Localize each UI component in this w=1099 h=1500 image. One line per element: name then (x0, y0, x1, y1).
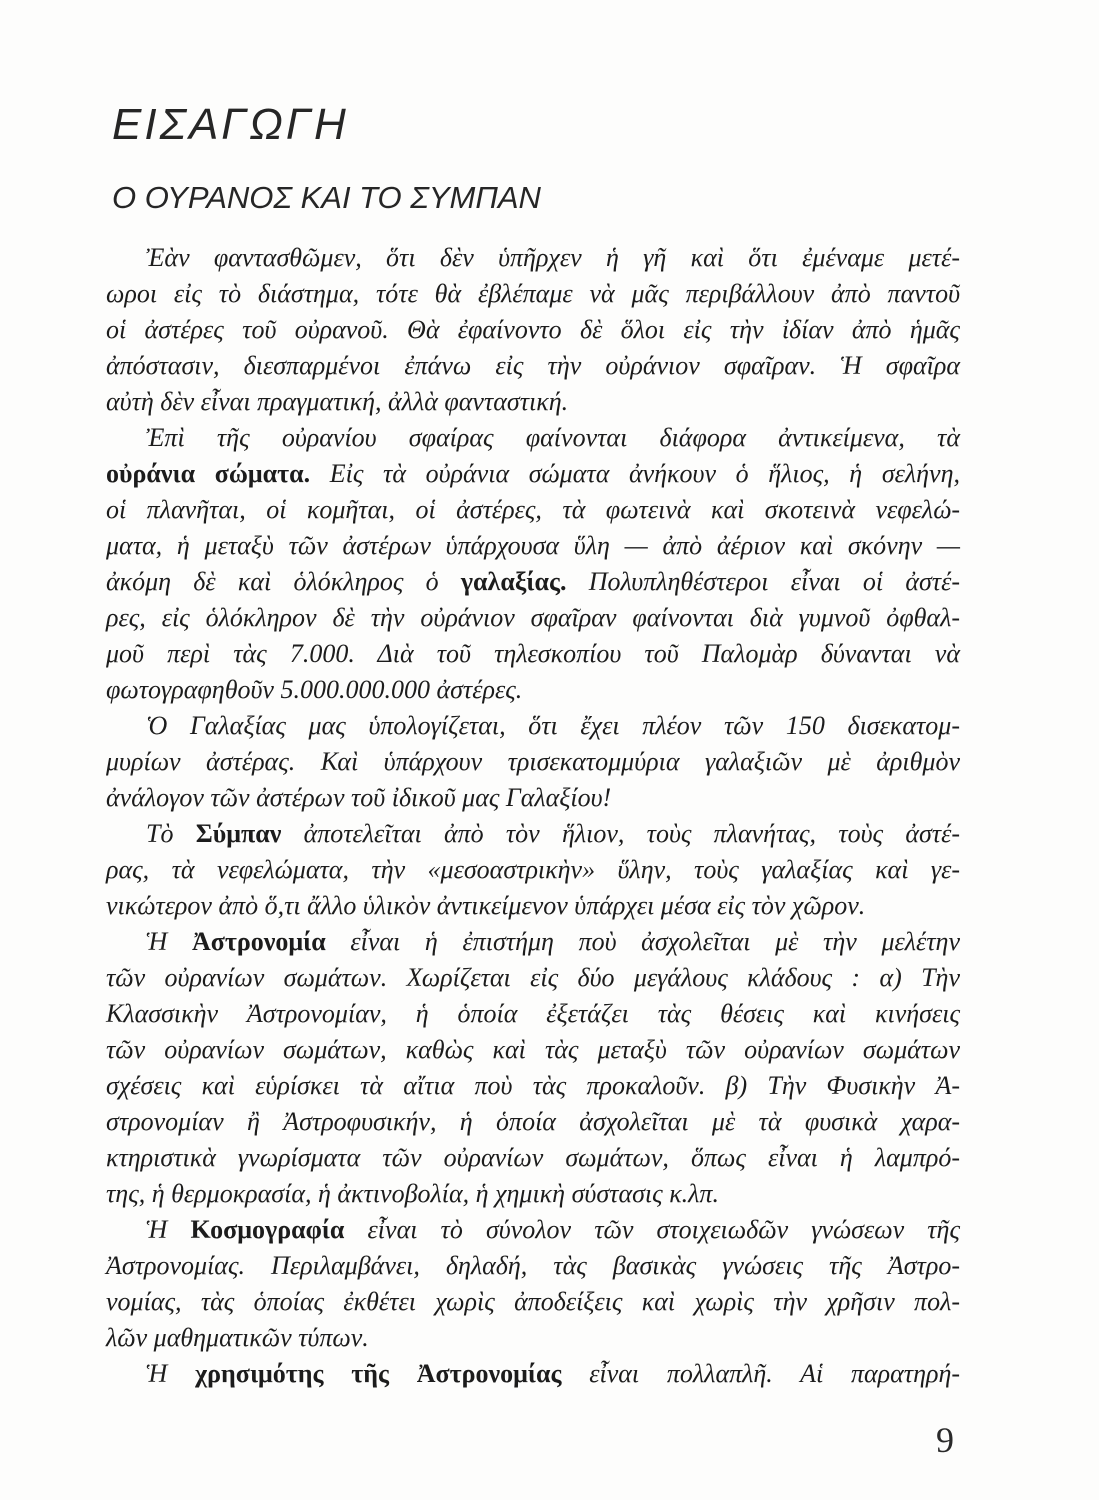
text-line (106, 1248, 960, 1284)
text-run: φωτογραφηθοῦν 5.000.000.000 ἀστέρες. (106, 675, 523, 704)
text-line (106, 1356, 960, 1392)
text-line (106, 456, 960, 492)
text-line (106, 672, 960, 708)
bold-term: Σύμπαν (195, 819, 282, 848)
text-run: νομίας, τὰς ὁποίας ἐκθέτει χωρὶς ἀποδείξεις καὶ χωρὶς τὴν χρῆσιν πολ- (106, 1287, 960, 1316)
text-line (106, 780, 960, 816)
text-line (106, 348, 960, 384)
text-line (106, 996, 960, 1032)
text-run: Ἡ (146, 927, 192, 956)
text-run: μοῦ περὶ τὰς 7.000. Διὰ τοῦ τηλεσκοπίου τοῦ Παλομὰρ δύνανται νὰ (106, 639, 960, 668)
text-run: ἀποτελεῖται ἀπὸ τὸν ἥλιον, τοὺς πλανήτας, τοὺς ἀστέ- (281, 819, 961, 848)
text-line (106, 852, 960, 888)
bold-term: γαλαξίας. (460, 567, 567, 596)
text-line (106, 1104, 960, 1140)
text-run: τῶν οὐρανίων σωμάτων, καθὼς καὶ τὰς μεταξὺ τῶν οὐρανίων σωμάτων (106, 1035, 960, 1064)
text-line (106, 1068, 960, 1104)
text-line (106, 1032, 960, 1068)
text-line (106, 312, 960, 348)
text-line (106, 276, 960, 312)
text-line (106, 528, 960, 564)
text-line (106, 960, 960, 996)
text-line (106, 708, 960, 744)
bold-term: χρησιμότης τῆς Ἀστρονομίας (195, 1359, 562, 1388)
text-run: οἱ ἀστέρες τοῦ οὐρανοῦ. Θὰ ἐφαίνοντο δὲ ὅλοι εἰς τὴν ἰδίαν ἀπὸ ἡμᾶς (106, 315, 960, 344)
text-line (106, 744, 960, 780)
bold-term: οὐράνια σώματα. (106, 459, 311, 488)
text-run: τῶν οὐρανίων σωμάτων. Χωρίζεται εἰς δύο μεγάλους κλάδους : α) Τὴν (106, 963, 960, 992)
paragraph (106, 1356, 960, 1392)
text-run: Κλασσικὴν Ἀστρονομίαν, ἡ ὁποία ἐξετάζει τὰς θέσεις καὶ κινήσεις (106, 999, 960, 1028)
text-run: Ἐπὶ τῆς οὐρανίου σφαίρας φαίνονται διάφορα ἀντικείμενα, τὰ (146, 423, 960, 452)
text-run: Ἡ (146, 1359, 196, 1388)
text-line (106, 924, 960, 960)
paragraph (106, 708, 960, 816)
text-run: ωροι εἰς τὸ διάστημα, τότε θὰ ἐβλέπαμε νὰ μᾶς περιβάλλουν ἀπὸ παντοῦ (106, 279, 960, 308)
text-run: Πολυπληθέστεροι εἶναι οἱ ἀστέ- (566, 567, 960, 596)
text-run: οἱ πλανῆται, οἱ κομῆται, οἱ ἀστέρες, τὰ φωτεινὰ καὶ σκοτεινὰ νεφελώ- (106, 495, 960, 524)
text-run: ἀκόμη δὲ καὶ ὁλόκληρος ὁ (106, 567, 461, 596)
text-run: Ἐὰν φαντασθῶμεν, ὅτι δὲν ὑπῆρχεν ἡ γῆ καὶ ὅτι ἐμέναμε μετέ- (146, 243, 960, 272)
text-run: εἶναι τὸ σύνολον τῶν στοιχειωδῶν γνώσεων τῆς (344, 1215, 960, 1244)
text-line (106, 1212, 960, 1248)
text-run: σχέσεις καὶ εὑρίσκει τὰ αἴτια ποὺ τὰς προκαλοῦν. β) Τὴν Φυσικὴν Ἀ- (106, 1071, 960, 1100)
text-run: εἶναι ἡ ἐπιστήμη ποὺ ἀσχολεῖται μὲ τὴν μελέτην (325, 927, 960, 956)
text-run: αὐτὴ δὲν εἶναι πραγματική, ἀλλὰ φανταστική. (106, 387, 569, 416)
text-run: εἶναι πολλαπλῆ. Αἱ παρατηρή- (561, 1359, 961, 1388)
text-run: Εἰς τὰ οὐράνια σώματα ἀνήκουν ὁ ἥλιος, ἡ σελήνη, (310, 459, 960, 488)
text-line (106, 240, 960, 276)
text-line (106, 384, 960, 420)
text-line (106, 492, 960, 528)
text-line (106, 816, 960, 852)
text-run: ἀπόστασιν, διεσπαρμένοι ἐπάνω εἰς τὴν οὐράνιον σφαῖραν. Ἡ σφαῖρα (106, 351, 960, 380)
text-line (106, 1320, 960, 1356)
text-line (106, 564, 960, 600)
section-title: Ο ΟΥΡΑΝΟΣ ΚΑΙ ΤΟ ΣΥΜΠΑΝ (112, 180, 541, 215)
text-run: Ἡ (146, 1215, 191, 1244)
text-line (106, 1176, 960, 1212)
text-line (106, 420, 960, 456)
page-heading: ΕΙΣΑΓΩΓΗ (112, 100, 349, 149)
body-text (106, 240, 960, 1392)
paragraph (106, 924, 960, 1212)
text-line (106, 636, 960, 672)
text-run: λῶν μαθηματικῶν τύπων. (106, 1323, 369, 1352)
paragraph (106, 240, 960, 420)
text-run: Ἀστρονομίας. Περιλαμβάνει, δηλαδή, τὰς βασικὰς γνώσεις τῆς Ἀστρο- (106, 1251, 960, 1280)
bold-term: Ἀστρονομία (191, 927, 326, 956)
paragraph (106, 420, 960, 708)
text-run: μυρίων ἀστέρας. Καὶ ὑπάρχουν τρισεκατομμύρια γαλαξιῶν μὲ ἀριθμὸν (106, 747, 960, 776)
text-run: ρες, εἰς ὁλόκληρον δὲ τὴν οὐράνιον σφαῖραν φαίνονται διὰ γυμνοῦ ὀφθαλ- (106, 603, 960, 632)
bold-term: Κοσμογραφία (190, 1215, 345, 1244)
paragraph (106, 1212, 960, 1356)
text-line (106, 600, 960, 636)
text-run: της, ἡ θερμοκρασία, ἡ ἀκτινοβολία, ἡ χημικὴ σύστασις κ.λπ. (106, 1179, 719, 1208)
paragraph (106, 816, 960, 924)
page-number: 9 (936, 1420, 954, 1460)
text-run: νικώτερον ἀπὸ ὅ,τι ἄλλο ὑλικὸν ἀντικείμενον ὑπάρχει μέσα εἰς τὸν χῶρον. (106, 891, 866, 920)
text-line (106, 1284, 960, 1320)
text-run: ματα, ἡ μεταξὺ τῶν ἀστέρων ὑπάρχουσα ὕλη — ἀπὸ ἀέριον καὶ σκόνην — (106, 531, 960, 560)
text-run: Τὸ (146, 819, 196, 848)
text-run: ἀνάλογον τῶν ἀστέρων τοῦ ἰδικοῦ μας Γαλαξίου! (106, 783, 612, 812)
text-run: Ὁ Γαλαξίας μας ὑπολογίζεται, ὅτι ἔχει πλέον τῶν 150 δισεκατομ- (146, 711, 960, 740)
text-run: ρας, τὰ νεφελώματα, τὴν «μεσοαστρικὴν» ὕλην, τοὺς γαλαξίας καὶ γε- (106, 855, 960, 884)
text-line (106, 1140, 960, 1176)
text-run: κτηριστικὰ γνωρίσματα τῶν οὐρανίων σωμάτων, ὅπως εἶναι ἡ λαμπρό- (106, 1143, 960, 1172)
text-line (106, 888, 960, 924)
text-run: στρονομίαν ἢ Ἀστροφυσικήν, ἡ ὁποία ἀσχολεῖται μὲ τὰ φυσικὰ χαρα- (106, 1107, 960, 1136)
